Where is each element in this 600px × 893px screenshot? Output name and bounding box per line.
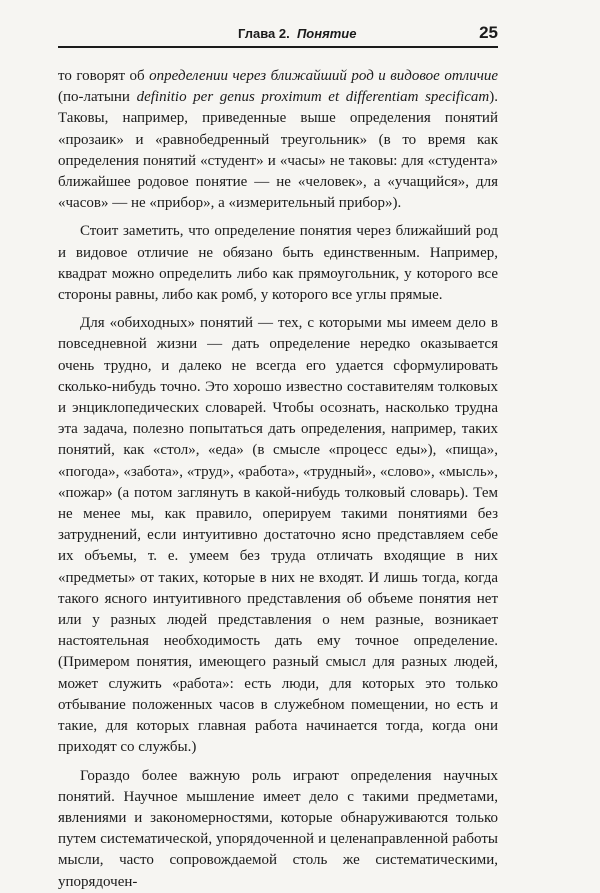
paragraph-4: Гораздо более важную роль играют определения научных понятий. Научное мышление имеет дело с такими предметами, явлениями и закономерностями, которые обнаруживаются только путем систематической, упорядоченной и целенаправленной работы мысли, часто сопровождаемой столь же систематическими, упорядочен-	[58, 767, 498, 890]
chapter-title: Понятие	[296, 26, 357, 41]
paragraph-2: Стоит заметить, что определение понятия через ближайший род и видовое отличие не обязано быть единственным. Например, квадрат можно определить либо как прямоугольник, у которого все стороны равны, либо как ромб, у которого все углы прямые.	[58, 223, 498, 304]
body-text	[58, 66, 498, 893]
running-header	[58, 18, 498, 48]
p1-text-b: (по-латыни	[58, 89, 137, 106]
p1-text-a: то говорят об	[58, 68, 150, 84]
p1-text-c: ). Таковы, например, приведенные выше определения понятий «прозаик» и «равнобедренный треугольник» (в то время как определения понятий «студент» и «часы» не таковы: для «студента» ближайшее родовое понятие — не «человек», а «учащийся», для «часов» — не «прибор», а «измерительный прибор»).	[58, 89, 498, 212]
page-number: 25	[479, 23, 498, 42]
paragraph-1	[58, 66, 498, 214]
chapter-heading	[238, 26, 356, 41]
paragraph-3: Для «обиходных» понятий — тех, с которыми мы имеем дело в повседневной жизни — дать определение нередко оказывается очень трудно, и далеко не всегда его удается сформулировать сколько-нибудь точно. Это хорошо известно составителям толковых и энциклопедических словарей. Чтобы осознать, насколько трудна эта задача, полезно попытаться дать определения, например, таких понятий, как «стол», «еда» (в смысле «процесс еды»), «пища», «погода», «забота», «труд», «работа», «трудный», «слово», «мысль», «пожар» (а потом заглянуть в какой-нибудь толковый словарь). Тем не менее мы, как правило, оперируем такими понятиями без затруднений, если интуитивно достаточно ясно представляем себе их объемы, т. е. умеем без труда отличать входящие в них «предметы» от таких, которые в них не входят. И лишь тогда, когда такого ясного интуитивного представления об объеме понятия нет или у разных людей представления о нем разные, возникает настоятельная необходимость дать ему точное определение. (Примером понятия, имеющего разный смысл для разных людей, может служить «работа»: есть люди, для которых это только отбывание положенных часов в служебном помещении, но есть и такие, для которых главная работа начинается тогда, когда они приходят со службы.)	[58, 315, 498, 756]
p1-term-definition: определении через ближайший род и видовое отличие	[149, 68, 499, 84]
p1-latin-term: definitio per genus proximum et differentiam specificam	[136, 89, 490, 106]
chapter-label: Глава 2.	[238, 26, 290, 41]
